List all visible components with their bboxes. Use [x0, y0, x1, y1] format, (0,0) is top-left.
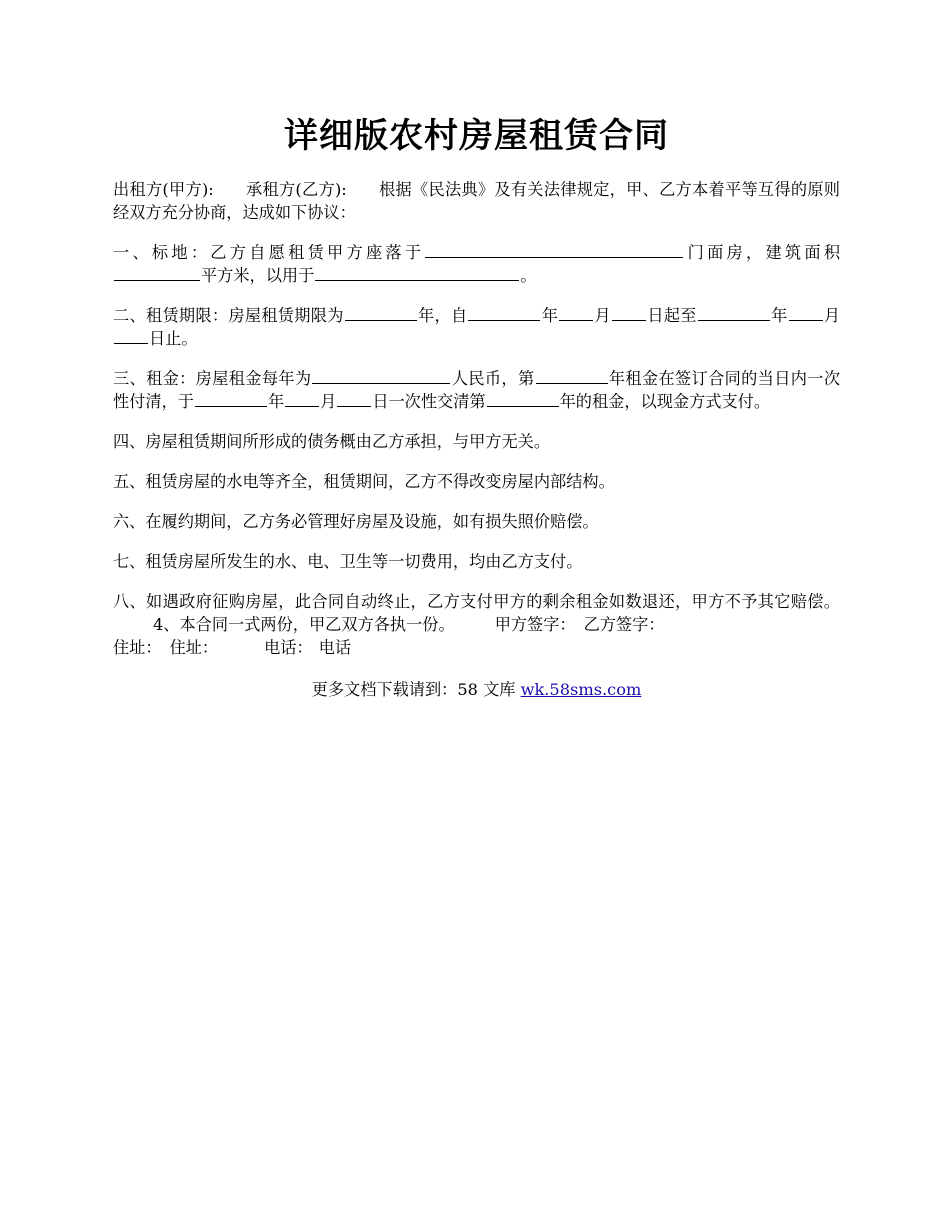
- clause-8: 八、如遇政府征购房屋，此合同自动终止，乙方支付甲方的剩余租金如数退还，甲方不予其它赔偿。4、本合同一式两份，甲乙双方各执一份。 甲方签字： 乙方签字：: [113, 592, 840, 634]
- start-year-blank: [468, 305, 540, 321]
- clause-4: 四、房屋租赁期间所形成的债务概由乙方承担，与甲方无关。: [113, 432, 551, 451]
- party-a-signature-label: 甲方签字：: [494, 615, 576, 634]
- start-month-blank: [559, 305, 593, 321]
- annual-rent-blank: [312, 368, 450, 384]
- document-title: 详细版农村房屋租赁合同: [284, 116, 669, 156]
- clause-2: 二、租赁期限：房屋租赁期限为 年，自 年 月 日起至 年 月日止。: [113, 306, 841, 348]
- clause-6: 六、在履约期间，乙方务必管理好房屋及设施，如有损失照价赔偿。: [113, 512, 599, 531]
- clause-3: 三、租金：房屋租金每年为 人民币，第 年租金在签订合同的当日内一次性付清，于 年 月 日一次性交清第 年的租金，以现金方式支付。: [113, 369, 841, 411]
- clause-1: 一、标地：乙方自愿租赁甲方座落于 门面房，建筑面积平方米，以用于 。: [113, 243, 841, 285]
- copies-clause: 4、本合同一式两份，甲乙双方各执一份。: [153, 615, 455, 634]
- clause-7: 七、租赁房屋所发生的水、电、卫生等一切费用，均由乙方支付。: [113, 552, 583, 571]
- start-day-blank: [612, 305, 646, 321]
- end-day-blank: [114, 328, 148, 344]
- footer-link[interactable]: wk.58sms.com: [520, 680, 642, 699]
- location-blank: [425, 242, 683, 258]
- end-month-blank: [789, 305, 823, 321]
- pay-day-blank: [337, 391, 371, 407]
- party-b-phone-label: 电话: [318, 638, 352, 657]
- party-b-signature-label: 乙方签字：: [583, 615, 665, 634]
- document-page: [113, 112, 840, 701]
- intro-paragraph: [113, 178, 840, 224]
- first-year-blank: [536, 368, 608, 384]
- party-a-phone-label: 电话：: [264, 638, 313, 657]
- address-phone-line: [113, 636, 840, 659]
- clause-5: 五、租赁房屋的水电等齐全，租赁期间，乙方不得改变房屋内部结构。: [113, 472, 615, 491]
- end-year-blank: [698, 305, 770, 321]
- party-b-address-label: 住址：: [169, 638, 219, 657]
- party-a-address-label: 住址：: [113, 638, 162, 657]
- footer-text: 更多文档下载请到：58 文库: [311, 680, 521, 699]
- usage-blank: [315, 265, 519, 281]
- pay-year-blank: [195, 391, 267, 407]
- intro-text: 根据《民法典》及有关法律规定，甲、乙方本着平等互得的原则经双方充分协商，达成如下协议：: [113, 180, 840, 222]
- area-blank: [114, 265, 200, 281]
- lessor-label: 出租方(甲方):: [113, 180, 214, 199]
- lessee-label: 承租方(乙方):: [245, 180, 347, 199]
- footer: [113, 678, 840, 701]
- rent-year-blank: [487, 391, 559, 407]
- term-years-blank: [345, 305, 417, 321]
- pay-month-blank: [285, 391, 319, 407]
